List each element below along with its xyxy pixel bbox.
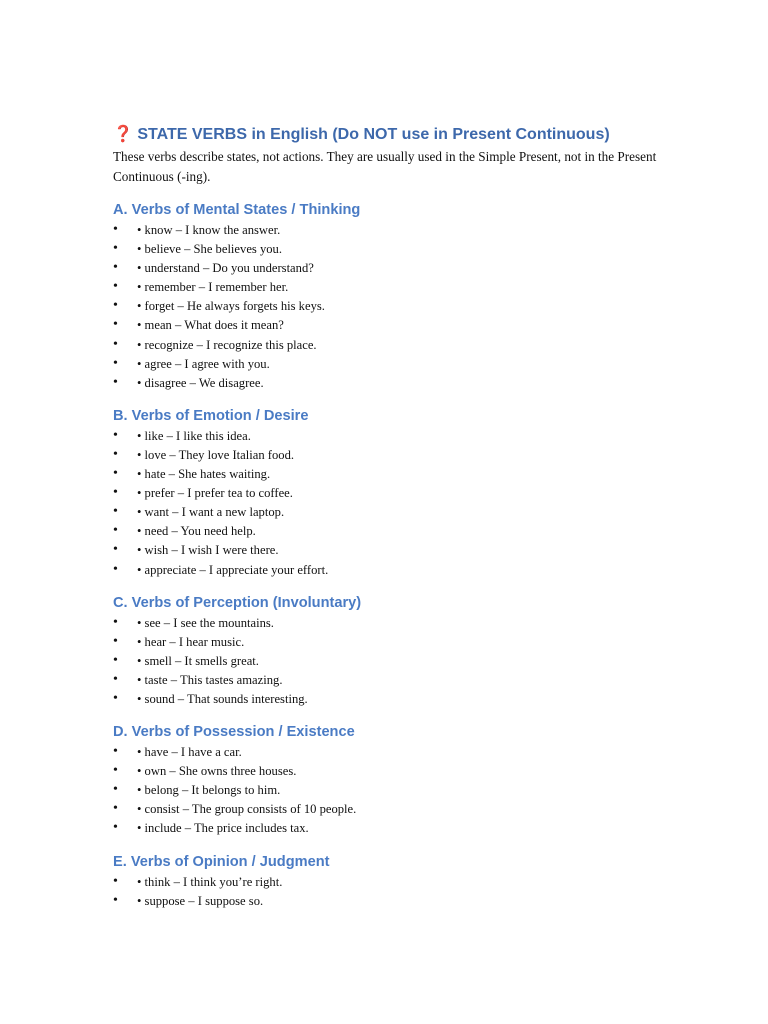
bullet-dot-icon: • xyxy=(113,542,118,558)
list-item xyxy=(113,297,658,316)
list-item-text: • include – The price includes tax. xyxy=(137,821,309,836)
bullet-list xyxy=(113,614,658,709)
bullet-dot-icon: • xyxy=(113,763,118,779)
list-item xyxy=(113,465,658,484)
list-item xyxy=(113,743,658,762)
bullet-dot-icon: • xyxy=(113,782,118,798)
list-item xyxy=(113,873,658,892)
list-item-text: • think – I think you’re right. xyxy=(137,874,283,889)
bullet-dot-icon: • xyxy=(113,614,118,630)
document-page xyxy=(113,124,658,911)
list-item-text: • forget – He always forgets his keys. xyxy=(137,299,325,314)
list-item-text: • own – She owns three houses. xyxy=(137,764,297,779)
list-item xyxy=(113,503,658,522)
bullet-dot-icon: • xyxy=(113,446,118,462)
list-item-text: • consist – The group consists of 10 people. xyxy=(137,802,357,817)
list-item xyxy=(113,484,658,503)
bullet-dot-icon: • xyxy=(113,652,118,668)
section-heading: C. Verbs of Perception (Involuntary) xyxy=(113,594,362,611)
sections-container xyxy=(113,199,658,911)
list-item-text: • wish – I wish I were there. xyxy=(137,543,279,558)
bullet-list xyxy=(113,873,658,911)
list-item-text: • taste – This tastes amazing. xyxy=(137,672,283,687)
bullet-dot-icon: • xyxy=(113,374,118,390)
bullet-dot-icon: • xyxy=(113,427,118,443)
list-item-text: • hate – She hates waiting. xyxy=(137,467,271,482)
bullet-dot-icon: • xyxy=(113,744,118,760)
list-item xyxy=(113,690,658,709)
list-item xyxy=(113,259,658,278)
list-item xyxy=(113,541,658,560)
list-item-text: • love – They love Italian food. xyxy=(137,447,295,462)
section xyxy=(113,851,658,911)
list-item-text: • have – I have a car. xyxy=(137,745,242,760)
section-heading: B. Verbs of Emotion / Desire xyxy=(113,407,309,424)
bullet-dot-icon: • xyxy=(113,820,118,836)
list-item xyxy=(113,671,658,690)
list-item-text: • remember – I remember her. xyxy=(137,280,289,295)
list-item-text: • mean – What does it mean? xyxy=(137,318,284,333)
list-item xyxy=(113,427,658,446)
list-item xyxy=(113,781,658,800)
bullet-dot-icon: • xyxy=(113,317,118,333)
list-item-text: • smell – It smells great. xyxy=(137,653,259,668)
bullet-dot-icon: • xyxy=(113,466,118,482)
list-item xyxy=(113,522,658,541)
section xyxy=(113,199,658,393)
bullet-dot-icon: • xyxy=(113,260,118,276)
list-item-text: • see – I see the mountains. xyxy=(137,615,274,630)
intro-paragraph: These verbs describe states, not actions. They are usually used in the Simple Present, not in the Present Continuous (-ing). xyxy=(113,149,657,184)
list-item xyxy=(113,800,658,819)
bullet-dot-icon: • xyxy=(113,873,118,889)
list-item xyxy=(113,240,658,259)
bullet-dot-icon: • xyxy=(113,279,118,295)
list-item-text: • understand – Do you understand? xyxy=(137,261,314,276)
bullet-dot-icon: • xyxy=(113,690,118,706)
bullet-dot-icon: • xyxy=(113,892,118,908)
list-item-text: • agree – I agree with you. xyxy=(137,356,270,371)
list-item xyxy=(113,336,658,355)
list-item-text: • belong – It belongs to him. xyxy=(137,783,281,798)
list-item xyxy=(113,355,658,374)
section-heading: A. Verbs of Mental States / Thinking xyxy=(113,202,361,218)
list-item-text: • sound – That sounds interesting. xyxy=(137,691,308,706)
list-item-text: • want – I want a new laptop. xyxy=(137,505,285,520)
bullet-dot-icon: • xyxy=(113,336,118,352)
list-item-text: • hear – I hear music. xyxy=(137,634,245,649)
document-title: ❓ STATE VERBS in English (Do NOT use in Present Continuous) xyxy=(113,126,610,143)
section xyxy=(113,721,658,838)
bullet-dot-icon: • xyxy=(113,485,118,501)
list-item-text: • suppose – I suppose so. xyxy=(137,893,264,908)
list-item-text: • like – I like this idea. xyxy=(137,428,251,443)
list-item xyxy=(113,819,658,838)
bullet-list xyxy=(113,221,658,393)
list-item xyxy=(113,561,658,580)
list-item-text: • disagree – We disagree. xyxy=(137,375,264,390)
section xyxy=(113,592,658,709)
bullet-dot-icon: • xyxy=(113,298,118,314)
bullet-dot-icon: • xyxy=(113,633,118,649)
bullet-dot-icon: • xyxy=(113,504,118,520)
bullet-dot-icon: • xyxy=(113,222,118,237)
list-item-text: • recognize – I recognize this place. xyxy=(137,337,317,352)
bullet-dot-icon: • xyxy=(113,561,118,577)
section-heading: E. Verbs of Opinion / Judgment xyxy=(113,853,330,870)
list-item xyxy=(113,374,658,393)
list-item-text: • need – You need help. xyxy=(137,524,256,539)
bullet-list xyxy=(113,743,658,838)
bullet-dot-icon: • xyxy=(113,241,118,257)
list-item xyxy=(113,446,658,465)
list-item-text: • appreciate – I appreciate your effort. xyxy=(137,562,329,577)
list-item-text: • prefer – I prefer tea to coffee. xyxy=(137,486,293,501)
bullet-dot-icon: • xyxy=(113,523,118,539)
list-item xyxy=(113,633,658,652)
list-item xyxy=(113,316,658,335)
list-item xyxy=(113,762,658,781)
bullet-dot-icon: • xyxy=(113,355,118,371)
list-item xyxy=(113,614,658,633)
list-item-text: • believe – She believes you. xyxy=(137,242,283,257)
list-item-text: • know – I know the answer. xyxy=(137,223,281,237)
list-item xyxy=(113,278,658,297)
bullet-dot-icon: • xyxy=(113,671,118,687)
section xyxy=(113,405,658,580)
bullet-list xyxy=(113,427,658,580)
list-item xyxy=(113,652,658,671)
bullet-dot-icon: • xyxy=(113,801,118,817)
section-heading: D. Verbs of Possession / Existence xyxy=(113,724,355,741)
list-item xyxy=(113,892,658,911)
list-item xyxy=(113,221,658,240)
